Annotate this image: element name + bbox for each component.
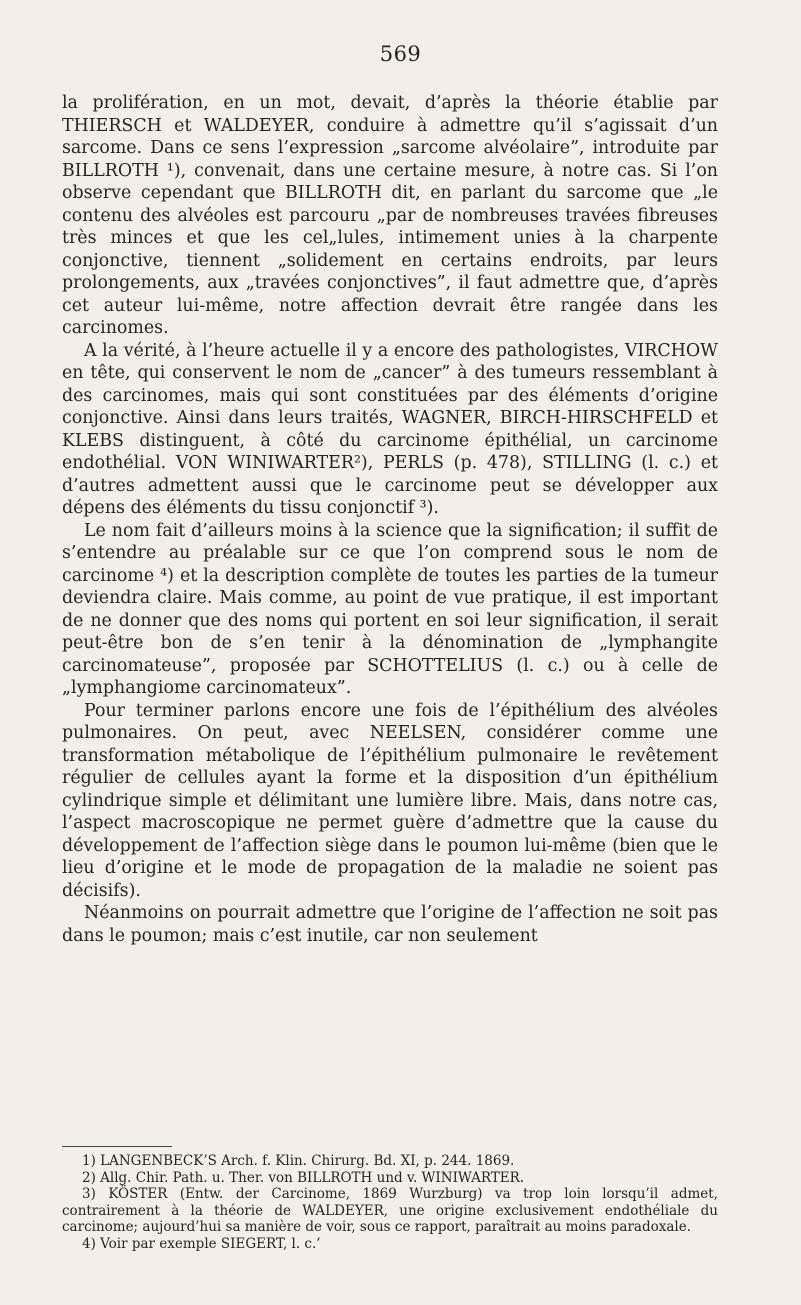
- footnote: 2) Allg. Chir. Path. u. Ther. von BILLROTH und v. WINIWARTER.: [82, 1169, 525, 1186]
- paragraph: Néanmoins on pourrait admettre que l’origine de l’affection ne soit pas dans le poumon; mais c’est inutile, car non seulement: [62, 903, 718, 946]
- paragraph: Le nom fait d’ailleurs moins à la science que la signification; il suffit de s’entendre au préalable sur ce que l’on comprend sous le nom de carcinome ⁴) et la description complète de toutes les parties de la tumeur deviendra claire. Mais comme, au point de vue pratique, il est important de ne donner que des noms qui portent en soi leur signification, il serait peut-être bon de s’en tenir à la dénomination de „lymphangite carcinomateuse”, proposée par SCHOTTELIUS (l. c.) ou à celle de „lymphangiome carcinomateux”.: [62, 520, 718, 698]
- paragraph: la prolifération, en un mot, devait, d’après la théorie établie par THIERSCH et WALDEYER, conduire à admettre qu’il s’agissait d’un sarcome. Dans ce sens l’expression „sarcome alvéolaire”, introduite par BILLROTH ¹), convenait, dans une certaine mesure, à notre cas. Si l’on observe cependant que BILLROTH dit, en parlant du sarcome que „le contenu des alvéoles est parcouru „par de nombreuses travées fibreuses très minces et que les cel„lules, intimement unies à la charpente conjonctive, tiennent „solidement en certains endroits, par leurs prolongements, aux „travées conjonctives”, il faut admettre que, d’après cet auteur lui-même, notre affection devrait être rangée dans les carcinomes.: [62, 93, 718, 338]
- footnote-divider: [62, 1146, 172, 1147]
- footnote: 1) LANGENBECK’S Arch. f. Klin. Chirurg. Bd. XI, p. 244. 1869.: [82, 1153, 515, 1169]
- body-text: [62, 92, 718, 947]
- footnotes: [62, 1153, 718, 1252]
- page-number: 569: [379, 42, 422, 66]
- paragraph: Pour terminer parlons encore une fois de l’épithélium des alvéoles pulmonaires. On peut, avec NEELSEN, considérer comme une transformation métabolique de l’épithélium pulmonaire le revêtement régulier de cellules ayant la forme et la disposition d’un épithélium cylindrique simple et délimitant une lumière libre. Mais, dans notre cas, l’aspect macroscopique ne permet guère d’admettre que la cause du développement de l’affection siège dans le poumon lui-même (bien que le lieu d’origine et le mode de propagation de la maladie ne soient pas décisifs).: [62, 700, 718, 901]
- footnote: 4) Voir par exemple SIEGERT, l. c.’: [82, 1235, 321, 1252]
- footnote: 3) KÖSTER (Entw. der Carcinome, 1869 Wurzburg) va trop loin lorsqu’il admet, contrairement à la théorie de WALDEYER, une origine exclusivement endothéliale du carcinome; aujourd’hui sa manière de voir, sous ce rapport, paraîtrait au moins paradoxale.: [62, 1186, 718, 1235]
- paragraph: A la vérité, à l’heure actuelle il y a encore des pathologistes, VIRCHOW en tête, qui conservent le nom de „cancer” à des tumeurs ressemblant à des carcinomes, mais qui sont constituées par des éléments d’origine conjonctive. Ainsi dans leurs traités, WAGNER, BIRCH-HIRSCHFELD et KLEBS distinguent, à côté du carcinome épithélial, un carcinome endothélial. VON WINIWARTER²), PERLS (p. 478), STILLING (l. c.) et d’autres admettent aussi que le carcinome peut se développer aux dépens des éléments du tissu conjonctif ³).: [62, 340, 718, 518]
